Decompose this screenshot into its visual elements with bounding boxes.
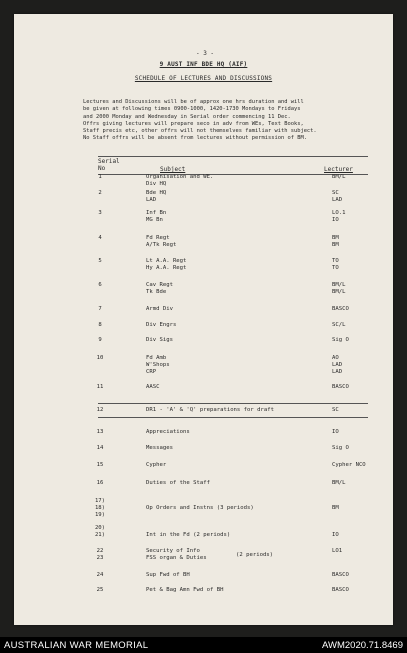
subject-cell-line: AASC: [146, 384, 160, 390]
subject-cell: [146, 429, 316, 436]
serial-cell-line: 5: [98, 258, 102, 264]
lecturer-cell-line: BM/L: [332, 480, 346, 486]
lecturer-cell-line: BM/L: [332, 174, 346, 180]
subject-cell: [146, 384, 316, 391]
subject-cell-line: Duties of the Staff: [146, 480, 210, 486]
intro-line: Lectures and Discussions will be of approx one hrs duration and will: [83, 99, 304, 105]
lecturer-cell-line: BM/L: [332, 282, 346, 288]
subject-cell: [146, 306, 316, 313]
serial-cell-line: 22: [96, 548, 104, 554]
serial-cell: [90, 572, 110, 579]
serial-cell: [90, 384, 110, 391]
intro-line: No Staff offrs will be absent from lectures without permission of BM.: [83, 135, 307, 142]
serial-cell-line: 21): [94, 532, 106, 539]
serial-cell: [90, 525, 110, 539]
lecturer-cell-line: BM: [332, 242, 339, 249]
serial-cell-line: 12: [96, 407, 104, 413]
subject-cell-line: Inf Bn: [146, 210, 167, 216]
column-header-lecturer: Lecturer: [324, 166, 353, 173]
lecturer-cell-line: [332, 525, 382, 532]
serial-cell-line: 10: [96, 355, 104, 361]
serial-cell: [90, 322, 110, 329]
subject-cell: [146, 282, 316, 296]
page-number: - 3 -: [195, 50, 215, 57]
intro-line: and 2000 Monday and Wednesday in Serial order commencing 11 Dec.: [83, 113, 291, 120]
periods-note: (2 periods): [236, 552, 274, 558]
serial-cell-line: 1: [98, 174, 102, 180]
lecturer-cell-line: BASCO: [332, 306, 349, 312]
subject-cell-line: LAD: [146, 197, 157, 204]
serial-cell-line: 8: [98, 322, 102, 328]
lecturer-cell: [332, 258, 382, 272]
serial-cell-line: 17): [94, 498, 106, 504]
lecturer-cell: [332, 429, 382, 436]
subject-cell-line: Lt A.A. Regt: [146, 258, 187, 264]
serial-cell-line: 7: [98, 306, 102, 312]
subject-cell-line: Tk Bde: [146, 289, 167, 296]
lecturer-cell: [332, 498, 382, 520]
serial-cell-line: 2: [98, 190, 102, 196]
serial-cell: [90, 210, 110, 217]
subject-cell: [146, 587, 316, 594]
lecturer-cell-line: LO1: [332, 548, 343, 554]
lecturer-cell-line: LAD: [332, 362, 343, 369]
lecturer-cell-line: LO.1: [332, 210, 346, 216]
subject-cell: [146, 480, 316, 487]
subject-cell-line: Div Sigs: [146, 337, 173, 343]
lecturer-cell: [332, 384, 382, 391]
serial-cell-line: 25: [96, 587, 104, 593]
lecturer-cell-line: LAD: [332, 369, 343, 376]
lecturer-cell: [332, 235, 382, 249]
footer-bar: [0, 637, 407, 653]
lecturer-cell-line: TO: [332, 258, 339, 264]
lecturer-cell: [332, 445, 382, 452]
lecturer-cell-line: SC: [332, 190, 339, 196]
lecturer-cell-line: [332, 512, 382, 519]
lecturer-cell-line: BM: [332, 235, 339, 241]
subject-cell: [146, 548, 316, 562]
serial-cell: [90, 337, 110, 344]
lecturer-cell-line: BASCO: [332, 572, 349, 578]
subject-cell-line: DR1 - 'A' & 'Q' preparations for draft: [146, 407, 274, 413]
subject-cell: [146, 355, 316, 377]
serial-cell-line: 11: [96, 384, 104, 390]
subject-cell-line: CRP: [146, 369, 157, 376]
subject-cell: [146, 174, 316, 188]
subject-cell-line: Cav Regt: [146, 282, 173, 288]
serial-cell-line: 16: [96, 480, 104, 486]
subject-cell-line: Cypher: [146, 462, 167, 468]
document-page: [14, 14, 393, 625]
footer-catalogue-id: AWM2020.71.8469: [322, 640, 403, 651]
serial-cell-line: 18): [94, 505, 106, 512]
lecturer-cell-line: SC/L: [332, 322, 346, 328]
lecturer-cell: [332, 210, 382, 224]
subject-cell: [146, 190, 316, 204]
subject-cell-line: Div HQ: [146, 181, 167, 188]
lecturer-cell: [332, 525, 382, 539]
serial-cell: [90, 498, 110, 520]
serial-cell: [90, 282, 110, 289]
serial-cell: [90, 355, 110, 362]
subject-cell-line: W'Shops: [146, 362, 170, 369]
subject-cell-line: Hy A.A. Regt: [146, 265, 187, 272]
serial-cell-line: 9: [98, 337, 102, 343]
lecturer-cell: [332, 480, 382, 487]
lecturer-cell: [332, 282, 382, 296]
subject-cell-line: [146, 498, 316, 505]
subject-cell: [146, 322, 316, 329]
lecturer-cell: [332, 355, 382, 377]
lecturer-cell: [332, 306, 382, 313]
subject-cell: [146, 445, 316, 452]
subject-cell-line: [146, 512, 316, 519]
subject-cell-line: Sup Fwd of BH: [146, 572, 190, 578]
footer-credit: AUSTRALIAN WAR MEMORIAL: [4, 640, 149, 651]
serial-cell: [90, 462, 110, 469]
serial-cell: [90, 174, 110, 181]
subject-cell-line: Security of Info: [146, 548, 200, 554]
serial-cell-line: 3: [98, 210, 102, 216]
lecturer-cell-line: Sig O: [332, 337, 349, 343]
header-rule-top: [98, 156, 368, 157]
subject-cell: [146, 498, 316, 520]
lecturer-cell-line: SC: [332, 407, 339, 413]
lecturer-cell-line: IO: [332, 532, 339, 539]
subject-cell-line: Pet & Bag Amn Fwd of BH: [146, 587, 224, 593]
subject-cell-line: Op Orders and Instns (3 periods): [146, 505, 254, 512]
subject-cell-line: Fd Amb: [146, 355, 167, 361]
intro-paragraph: [83, 99, 383, 143]
lecturer-cell-line: AO: [332, 355, 339, 361]
subject-cell-line: [146, 525, 316, 532]
lecturer-cell-line: TO: [332, 265, 339, 272]
lecturer-cell: [332, 322, 382, 329]
subject-cell-line: MG Bn: [146, 217, 163, 224]
subject-cell-line: Fd Regt: [146, 235, 170, 241]
subject-cell: [146, 337, 316, 344]
serial-cell: [90, 235, 110, 242]
subject-cell: [146, 235, 316, 249]
lecturer-cell-line: BM: [332, 505, 339, 512]
subject-cell-line: Int in the Fd (2 periods): [146, 532, 231, 539]
serial-cell: [90, 190, 110, 197]
subject-cell-line: Armd Div: [146, 306, 173, 312]
serial-cell-line: 15: [96, 462, 104, 468]
lecturer-cell: [332, 407, 382, 414]
lecturer-cell: [332, 548, 382, 555]
serial-cell: [90, 548, 110, 562]
column-header-subject: Subject: [160, 166, 186, 173]
serial-cell-line: 24: [96, 572, 104, 578]
lecturer-cell: [332, 572, 382, 579]
serial-cell-line: 19): [94, 512, 106, 519]
separator-rule: [98, 417, 368, 418]
serial-cell-line: 20): [94, 525, 106, 531]
lecturer-cell-line: IO: [332, 429, 339, 435]
lecturer-cell-line: BASCO: [332, 384, 349, 390]
serial-cell: [90, 429, 110, 436]
document-title: 9 AUST INF BDE HQ (AIF): [159, 61, 248, 68]
document-subtitle: SCHEDULE OF LECTURES AND DISCUSSIONS: [134, 75, 273, 82]
subject-cell: [146, 258, 316, 272]
subject-cell: [146, 572, 316, 579]
subject-cell: [146, 525, 316, 539]
column-header-serial: Serial No: [98, 158, 120, 172]
lecturer-cell-line: BASCO: [332, 587, 349, 593]
subject-cell-line: FSS organ & Duties: [146, 555, 207, 562]
subject-cell-line: Appreciations: [146, 429, 190, 435]
serial-cell: [90, 258, 110, 265]
intro-line: Offrs giving lectures will prepare seco in adv from WEs, Text Books,: [83, 120, 304, 127]
lecturer-cell: [332, 190, 382, 204]
serial-cell-line: 4: [98, 235, 102, 241]
serial-cell: [90, 407, 110, 414]
intro-line: be given at following times 0900-1000, 1420-1730 Mondays to Fridays: [83, 106, 301, 113]
subject-cell: [146, 407, 316, 414]
subject-cell-line: A/Tk Regt: [146, 242, 177, 249]
lecturer-cell-line: IO: [332, 217, 339, 224]
serial-cell-line: 23: [96, 555, 104, 562]
serial-cell: [90, 445, 110, 452]
lecturer-cell-line: Cypher NCO: [332, 462, 366, 468]
serial-cell: [90, 306, 110, 313]
serial-cell: [90, 587, 110, 594]
lecturer-cell-line: [332, 498, 382, 505]
separator-rule: [98, 403, 368, 404]
lecturer-cell: [332, 587, 382, 594]
serial-cell-line: 14: [96, 445, 104, 451]
lecturer-cell-line: BM/L: [332, 289, 346, 296]
lecturer-cell-line: Sig O: [332, 445, 349, 451]
subject-cell: [146, 462, 316, 469]
lecturer-cell: [332, 174, 382, 181]
subject-cell-line: Organisation and WE.: [146, 174, 214, 180]
serial-cell-line: 13: [96, 429, 104, 435]
subject-cell-line: Bde HQ: [146, 190, 167, 196]
lecturer-cell-line: LAD: [332, 197, 343, 204]
subject-cell-line: Messages: [146, 445, 173, 451]
subject-cell: [146, 210, 316, 224]
lecturer-cell: [332, 337, 382, 344]
intro-line: Staff precis etc, other offrs will not themselves familiar with subject.: [83, 128, 317, 135]
lecturer-cell: [332, 462, 382, 469]
serial-cell: [90, 480, 110, 487]
subject-cell-line: Div Engrs: [146, 322, 177, 328]
serial-cell-line: 6: [98, 282, 102, 288]
